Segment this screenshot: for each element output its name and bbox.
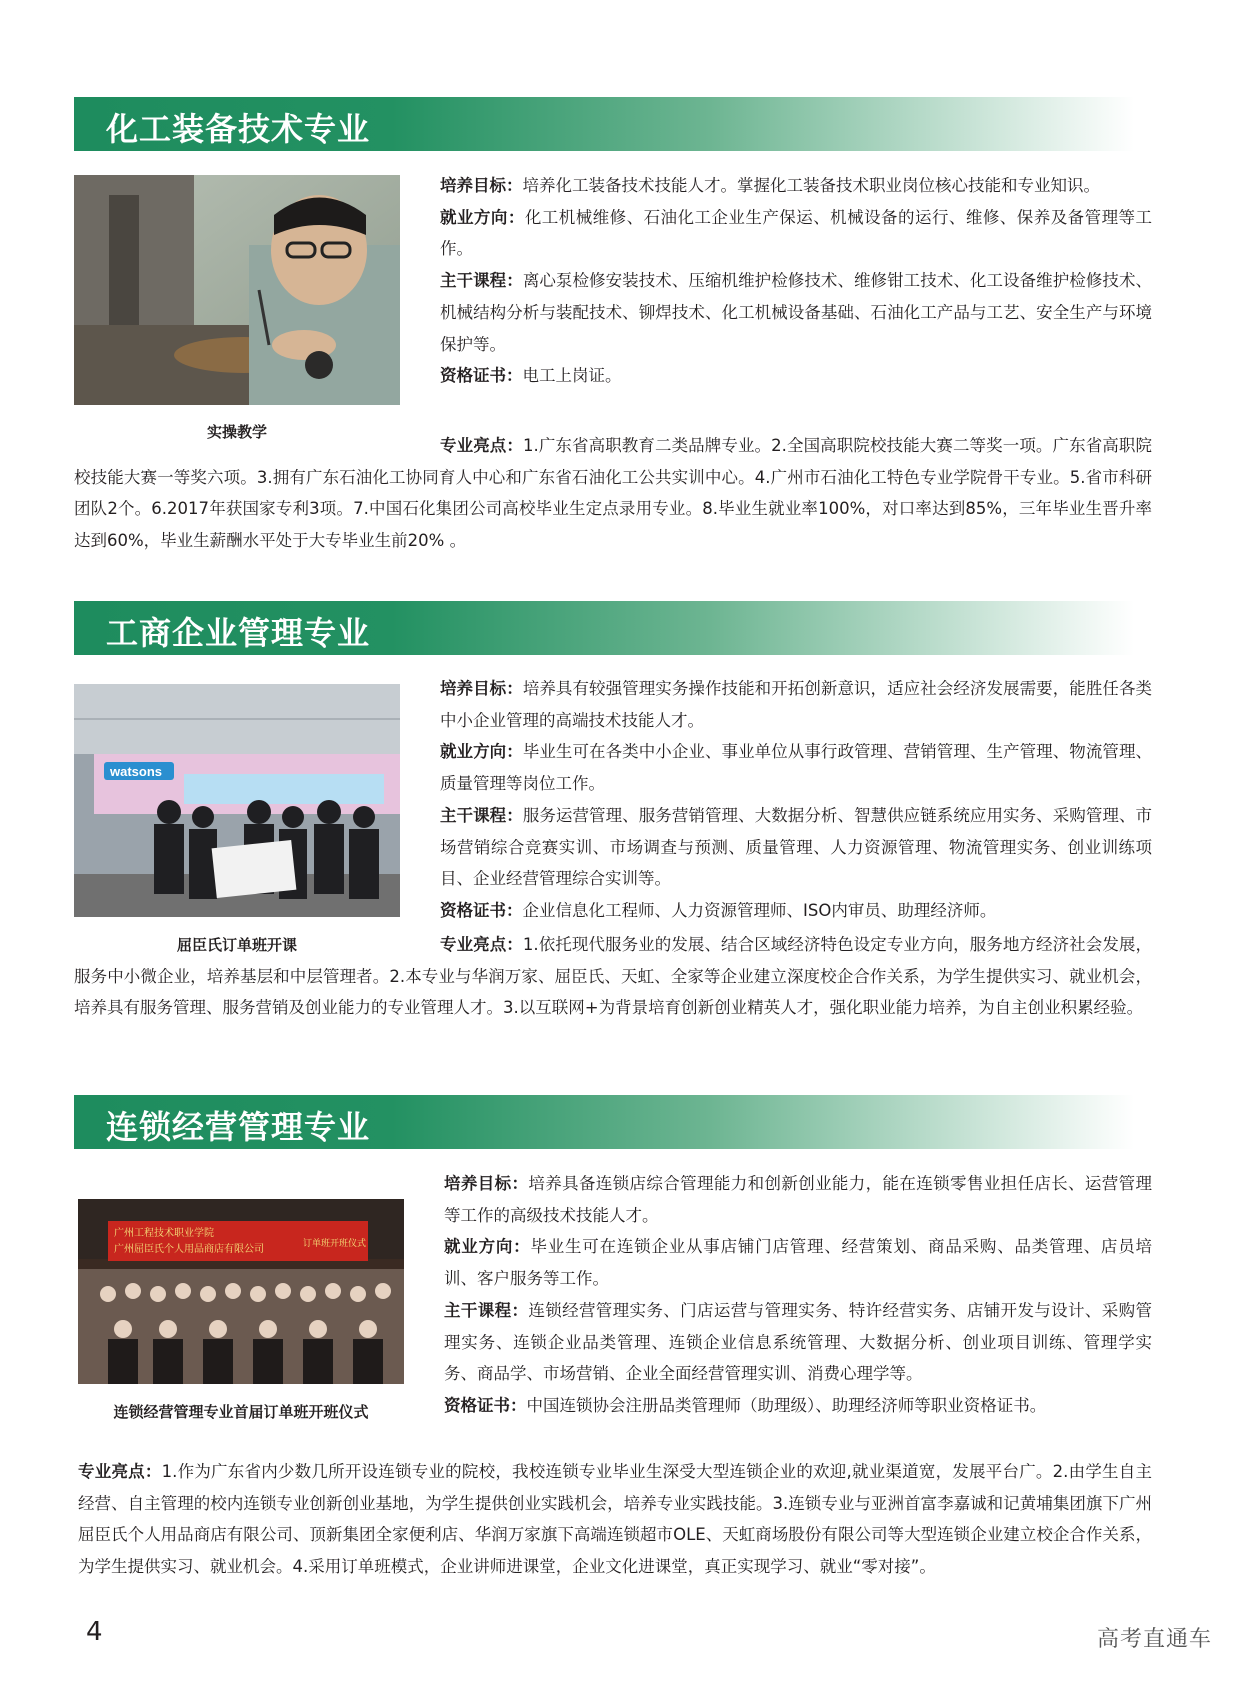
photo-watsons-class-image [74, 684, 400, 917]
item-label: 资格证书： [440, 366, 523, 386]
item-text: 1.依托现代服务业的发展、结合区域经济特色设定专业方向，服务地方经济社会发展，服务中小微企业，培养基层和中层管理者。2.本专业与华润万家、屈臣氏、天虹、全家等企业建立深度校企合作关系，为学生提供实习、就业机会，培养具有服务管理、服务营销及创业能力的专业管理人才。3.以互联网+为背景培育创新创业精英人才，强化职业能力培养，为自主创业积累经验。 [74, 935, 1152, 1018]
ceremony-text-1: 广州工程技术职业学院 [114, 1228, 214, 1239]
item-text: 离心泵检修安装技术、压缩机维护检修技术、维修钳工技术、化工设备维护检修技术、机械结构分析与装配技术、铆焊技术、化工机械设备基础、石油化工产品与工艺、安全生产与环境保护等。 [440, 271, 1153, 354]
watermark: 高考直通车 [1097, 1627, 1213, 1652]
item-label: 资格证书： [444, 1395, 527, 1415]
section-banner-business [74, 601, 1134, 655]
item-highlights-chain [78, 1456, 1152, 1583]
item-employment [444, 1231, 1152, 1294]
item-label: 专业亮点： [440, 935, 523, 954]
section-body-chemical [440, 170, 1152, 392]
section-title: 工商企业管理专业 [106, 614, 371, 652]
item-goal [444, 1168, 1152, 1231]
item-label: 资格证书： [440, 900, 523, 920]
item-label: 专业亮点： [440, 436, 523, 455]
photo-practical-teaching-image [74, 175, 400, 405]
photo-chain-ceremony [78, 1199, 404, 1384]
section-banner-chemical [74, 97, 1134, 151]
item-courses [440, 800, 1152, 895]
photo-caption: 实操教学 [206, 423, 267, 441]
photo-chain-ceremony-image [78, 1199, 404, 1384]
item-label: 主干课程： [440, 805, 523, 825]
photo-caption: 屈臣氏订单班开课 [176, 936, 297, 954]
item-label: 主干课程： [440, 271, 523, 291]
item-label: 就业方向： [444, 1237, 531, 1257]
item-employment [440, 202, 1152, 265]
item-text: 培养具备连锁店综合管理能力和创新创业能力，能在连锁零售业担任店长、运营管理等工作的高级技术技能人才。 [444, 1174, 1153, 1225]
item-text: 毕业生可在连锁企业从事店铺门店管理、经营策划、商品采购、品类管理、店员培训、客户服务等工作。 [444, 1237, 1153, 1289]
item-label: 培养目标： [440, 176, 523, 195]
item-courses [440, 265, 1152, 360]
item-highlights-business [74, 929, 1152, 1024]
page-number: 4 [86, 1617, 103, 1647]
section-title: 化工装备技术专业 [106, 110, 371, 148]
item-text: 电工上岗证。 [522, 366, 622, 386]
item-text: 连锁经营管理实务、门店运营与管理实务、特许经营实务、店铺开发与设计、采购管理实务、连锁企业品类管理、连锁企业信息系统管理、大数据分析、创业项目训练、管理学实务、商品学、市场营销、企业全面经营管理实训、消费心理学等。 [444, 1300, 1153, 1384]
ceremony-text-3: 订单班开班仪式 [303, 1239, 367, 1249]
item-text: 1.作为广东省内少数几所开设连锁专业的院校，我校连锁专业毕业生深受大型连锁企业的欢迎,就业渠道宽，发展平台广。2.由学生自主经营、自主管理的校内连锁专业创新创业基地，为学生提供创业实践机会，培养专业实践技能。3.连锁专业与亚洲首富李嘉诚和记黄埔集团旗下广州屈臣氏个人用品商店有限公司、顶新集团全家便利店、华润万家旗下高端连锁超市OLE、天虹商场股份有限公司等大型连锁企业建立校企合作关系，为学生提供实习、就业机会。4.采用订单班模式，企业讲师进课堂，企业文化进课堂，真正实现学习、就业“零对接”。 [78, 1462, 1153, 1577]
item-text: 企业信息化工程师、人力资源管理师、ISO内审员、助理经济师。 [522, 900, 997, 920]
item-text: 1.广东省高职教育二类品牌专业。2.全国高职院校技能大赛二等奖一项。广东省高职院校技能大赛一等奖六项。3.拥有广东石油化工协同育人中心和广东省石油化工公共实训中心。4.广州市石油化工特色专业学院骨干专业。5.省市科研团队2个。6.2017年获国家专利3项。7.中国石化集团公司高校毕业生定点录用专业。8.毕业生就业率100%，对口率达到85%，三年毕业生晋升率达到60%，毕业生薪酬水平处于大专毕业生前20% 。 [74, 436, 1152, 551]
item-text: 化工机械维修、石油化工企业生产保运、机械设备的运行、维修、保养及备管理等工作。 [440, 207, 1153, 259]
item-text: 毕业生可在各类中小企业、事业单位从事行政管理、营销管理、生产管理、物流管理、质量管理等岗位工作。 [440, 742, 1153, 794]
item-highlights-chemical [74, 430, 1152, 557]
item-text: 中国连锁协会注册品类管理师（助理级）、助理经济师等职业资格证书。 [526, 1395, 1047, 1415]
item-label: 主干课程： [444, 1300, 529, 1320]
item-courses [444, 1295, 1152, 1390]
section-body-business [440, 673, 1152, 927]
item-label: 培养目标： [444, 1174, 529, 1193]
photo-practical-teaching [74, 175, 400, 405]
item-label: 专业亮点： [78, 1462, 162, 1481]
item-certificate [444, 1390, 1152, 1422]
section-title: 连锁经营管理专业 [106, 1108, 371, 1146]
item-text: 培养具有较强管理实务操作技能和开拓创新意识，适应社会经济发展需要，能胜任各类中小企业管理的高端技术技能人才。 [440, 679, 1153, 730]
item-certificate [440, 360, 1152, 392]
photo-watsons-class [74, 684, 400, 917]
photo-caption: 连锁经营管理专业首届订单班开班仪式 [113, 1403, 369, 1421]
item-text: 培养化工装备技术技能人才。掌握化工装备技术职业岗位核心技能和专业知识。 [522, 176, 1100, 195]
item-goal [440, 673, 1152, 736]
item-label: 就业方向： [440, 207, 525, 227]
item-goal [440, 170, 1152, 202]
item-label: 培养目标： [440, 679, 523, 698]
item-employment [440, 736, 1152, 799]
banner-brand-text: watsons [110, 764, 163, 779]
item-text: 服务运营管理、服务营销管理、大数据分析、智慧供应链系统应用实务、采购管理、市场营销综合竞赛实训、市场调查与预测、质量管理、人力资源管理、物流管理实务、创业训练项目、企业经营管理综合实训等。 [440, 805, 1153, 889]
section-banner-chain [74, 1095, 1134, 1149]
section-body-chain [444, 1168, 1152, 1422]
item-certificate [440, 895, 1152, 927]
item-label: 就业方向： [440, 742, 523, 762]
ceremony-text-2: 广州屈臣氏个人用品商店有限公司 [114, 1244, 264, 1255]
